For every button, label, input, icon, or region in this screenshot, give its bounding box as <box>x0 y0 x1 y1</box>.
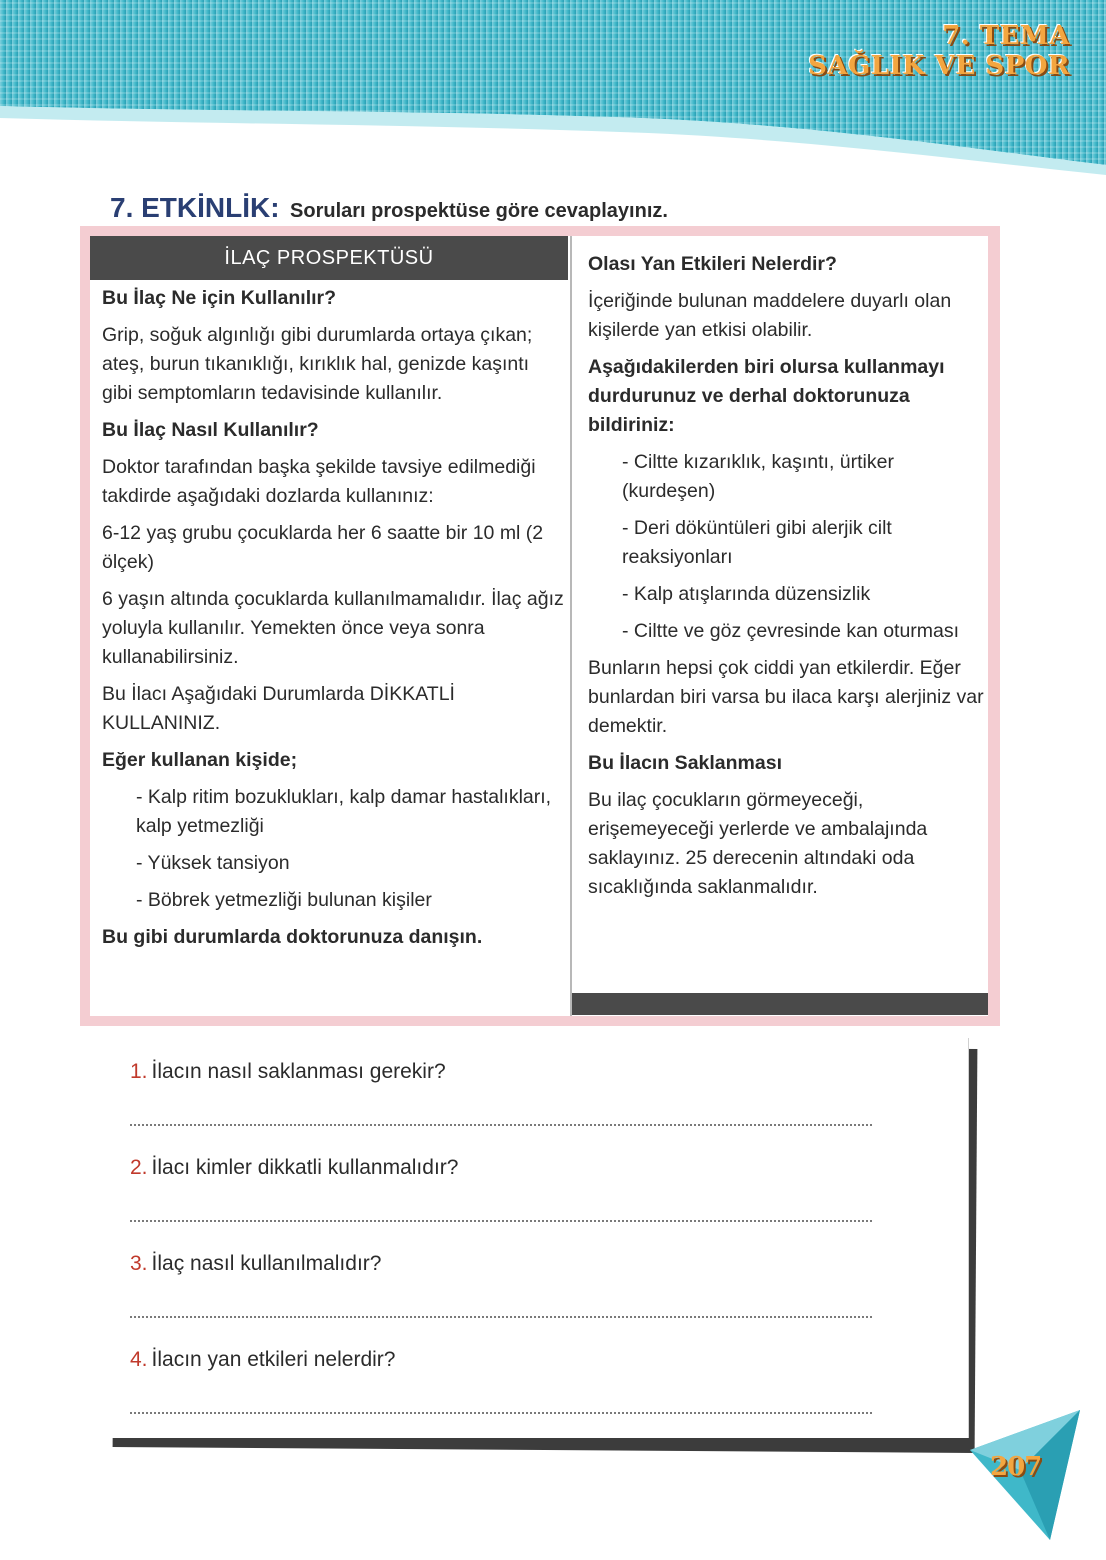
effect-item: - Ciltte ve göz çevresinde kan oturması <box>622 620 960 642</box>
question-text: İlaç nasıl kullanılmalıdır? <box>151 1252 382 1275</box>
question-card <box>108 1038 969 1438</box>
how-heading: Bu İlaç Nasıl Kullanılır? <box>102 419 319 441</box>
stop-heading: Aşağıdakilerden biri olursa kullanmayı durdurunuz ve derhal doktorunuza bildiriniz: <box>588 356 945 436</box>
theme-label <box>808 22 1070 82</box>
condition-item: - Böbrek yetmezliği bulunan kişiler <box>136 889 432 911</box>
activity-number: 7. ETKİNLİK: <box>110 192 280 223</box>
side-effects-text: İçeriğinde bulunan maddelere duyarlı olan kişilerde yan etkisi olabilir. <box>588 290 952 341</box>
question-3 <box>130 1252 381 1276</box>
question-text: İlacı kimler dikkatli kullanmalıdır? <box>151 1156 459 1179</box>
question-number: 3. <box>130 1252 148 1275</box>
consult-text: Bu gibi durumlarda doktorunuza danışın. <box>102 926 483 948</box>
condition-item: - Kalp ritim bozuklukları, kalp damar hastalıkları, kalp yetmezliği <box>136 786 552 837</box>
question-number: 4. <box>130 1348 148 1371</box>
effect-item: - Kalp atışlarında düzensizlik <box>622 583 871 605</box>
question-1 <box>130 1060 446 1084</box>
answer-line-4[interactable] <box>130 1412 872 1414</box>
page-number: 207 <box>990 1452 1042 1482</box>
question-number: 1. <box>130 1060 148 1083</box>
question-text: İlacın yan etkileri nelerdir? <box>151 1348 396 1371</box>
under6-text: 6 yaşın altında çocuklarda kullanılmamalıdır. İlaç ağız yoluyla kullanılır. Yemekten önce veya sonra kullanabilirsiniz. <box>102 588 564 668</box>
footer-bar <box>572 993 988 1015</box>
theme-number: 7. TEMA <box>942 21 1070 51</box>
activity-instruction: Soruları prospektüse göre cevaplayınız. <box>290 200 668 222</box>
usage-text: Grip, soğuk algınlığı gibi durumlarda ortaya çıkan; ateş, burun tıkanıklığı, kırıklık hal, genizde kaşıntı gibi semptomların tedavisinde kullanılır. <box>102 324 533 404</box>
answer-line-2[interactable] <box>130 1220 872 1222</box>
effect-item: - Deri döküntüleri gibi alerjik cilt reaksiyonları <box>622 517 892 568</box>
question-number: 2. <box>130 1156 148 1179</box>
theme-name: SAĞLIK VE SPOR <box>808 50 1070 81</box>
how-text: Doktor tarafından başka şekilde tavsiye edilmediği takdirde aşağıdaki dozlarda kullanınız: <box>102 456 536 507</box>
usage-heading: Bu İlaç Ne için Kullanılır? <box>102 287 337 309</box>
condition-item: - Yüksek tansiyon <box>136 852 290 874</box>
storage-heading: Bu İlacın Saklanması <box>588 752 783 774</box>
question-2 <box>130 1156 458 1180</box>
dose-text: 6-12 yaş grubu çocuklarda her 6 saatte bir 10 ml (2 ölçek) <box>102 522 544 573</box>
question-text: İlacın nasıl saklanması gerekir? <box>151 1060 446 1083</box>
caution-text: Bu İlacı Aşağıdaki Durumlarda DİKKATLİ KULLANINIZ. <box>102 683 455 734</box>
effect-item: - Ciltte kızarıklık, kaşıntı, ürtiker (kurdeşen) <box>622 451 894 502</box>
prospectus-right-column <box>588 250 984 910</box>
if-heading: Eğer kullanan kişide; <box>102 749 298 771</box>
question-4 <box>130 1348 395 1372</box>
prospectus-left-column <box>102 284 564 960</box>
side-effects-heading: Olası Yan Etkileri Nelerdir? <box>588 253 837 275</box>
storage-text: Bu ilaç çocukların görmeyeceği, erişemeyeceği yerlerde ve ambalajında saklayınız. 25 derecenin altındaki oda sıcaklığında saklanmalıdır. <box>588 789 928 898</box>
column-divider <box>570 236 572 1016</box>
serious-text: Bunların hepsi çok ciddi yan etkilerdir. Eğer bunlardan biri varsa bu ilaca karşı alerjiniz var demektir. <box>588 657 984 737</box>
activity-title <box>110 192 668 224</box>
prospectus-title: İLAÇ PROSPEKTÜSÜ <box>90 236 568 280</box>
answer-line-3[interactable] <box>130 1316 872 1318</box>
answer-line-1[interactable] <box>130 1124 872 1126</box>
